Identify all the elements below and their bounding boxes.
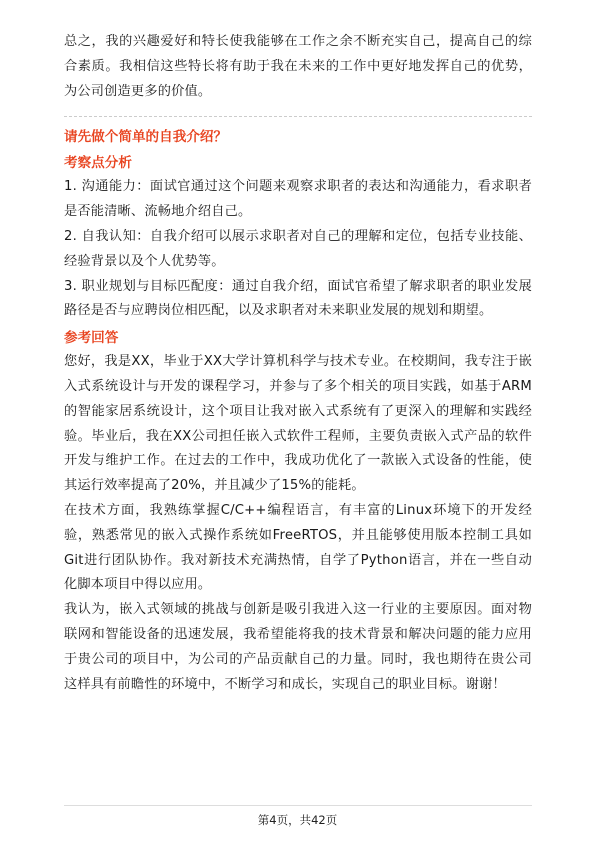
answer-paragraph: 您好，我是XX，毕业于XX大学计算机科学与技术专业。在校期间，我专注于嵌入式系统设计与开发的课程学习，并参与了多个相关的项目实践，如基于ARM的智能家居系统设计，这个项目让我对嵌入式系统有了更深入的理解和实践经验。毕业后，我在XX公司担任嵌入式软件工程师，主要负责嵌入式产品的软件开发与维护工作。在过去的工作中，我成功优化了一款嵌入式设备的性能，使其运行效率提高了20%，并且减少了15%的能耗。 [64,354,532,494]
analysis-item: 2. 自我认知：自我介绍可以展示求职者对自己的理解和定位，包括专业技能、经验背景以及个人优势等。 [64,228,532,269]
question-title: 请先做个简单的自我介绍？ [64,129,228,146]
page-content [64,30,532,697]
analysis-item: 3. 职业规划与目标匹配度：通过自我介绍，面试官希望了解求职者的职业发展路径是否与应聘岗位相匹配，以及求职者对未来职业发展的规划和期望。 [64,278,532,319]
analysis-item: 1. 沟通能力：面试官通过这个问题来观察求职者的表达和沟通能力，看求职者是否能清晰、流畅地介绍自己。 [64,179,532,220]
answer-paragraph: 我认为，嵌入式领域的挑战与创新是吸引我进入这一行业的主要原因。面对物联网和智能设备的迅速发展，我希望能将我的技术背景和解决问题的能力应用于贵公司的项目中，为公司的产品贡献自己的力量。同时，我也期待在贵公司这样具有前瞻性的环境中，不断学习和成长，实现自己的职业目标。谢谢！ [64,602,532,692]
footer-divider [64,805,532,806]
intro-paragraph: 总之，我的兴趣爱好和特长使我能够在工作之余不断充实自己，提高自己的综合素质。我相信这些特长将有助于我在未来的工作中更好地发挥自己的优势，为公司创造更多的价值。 [64,34,532,99]
answer-paragraph: 在技术方面，我熟练掌握C/C++编程语言，有丰富的Linux环境下的开发经验，熟悉常见的嵌入式操作系统如FreeRTOS，并且能够使用版本控制工具如Git进行团队协作。我对新技术充满热情，自学了Python语言，并在一些自动化脚本项目中得以应用。 [64,502,532,593]
section-divider [64,116,532,117]
page-number: 第4页，共42页 [257,813,338,827]
analysis-heading: 考察点分析 [64,155,132,172]
answer-heading: 参考回答 [64,330,119,347]
